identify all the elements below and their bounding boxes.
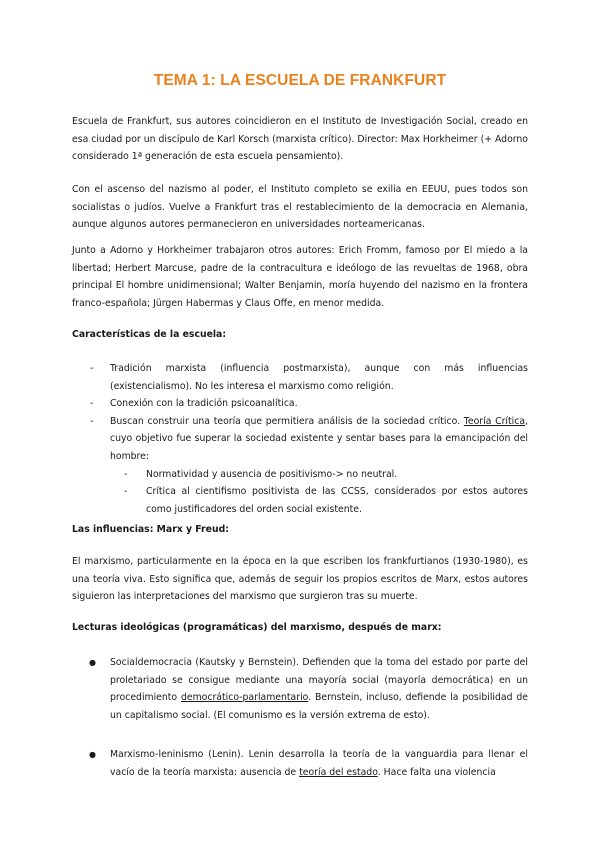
sub-list-item — [110, 483, 528, 518]
list-item — [72, 360, 528, 395]
paragraph-text: Junto a Adorno y Horkheimer trabajaron otros autores: Erich Fromm, famoso por El miedo a la libertad; Herbert Marcuse, padre de la contracultura e ideólogo de las revueltas de 1968, obra principal El hombre unidimensional; Walter Benjamin, moría huyendo del nazismo en la frontera franco-española; Jürgen Habermas y Claus Offe, en menor medida. — [72, 245, 528, 309]
bullet-marker: ● — [89, 658, 96, 667]
list-item-text: Conexión con la tradición psicoanalítica. — [110, 398, 298, 410]
dash-marker: - — [90, 415, 94, 427]
list-item-text: . Bernstein, incluso, defiende la posibilidad de un capitalismo social. (El comunismo es la versión extrema de esto). — [110, 692, 528, 721]
section-heading-lecturas: Lecturas ideológicas (programáticas) del marxismo, después de marx: — [72, 622, 442, 633]
paragraph-exile — [72, 181, 528, 234]
paragraph-text: Con el ascenso del nazismo al poder, el Instituto completo se exilia en EEUU, pues todos son socialistas o judíos. Vuelve a Frankfurt tras el restablecimiento de la democracia en Alemania, aunque algunos autores permanecieron en universidades norteamericanas. — [72, 184, 528, 231]
dash-marker: - — [124, 468, 128, 480]
dash-marker: - — [124, 486, 128, 498]
paragraph-authors — [72, 242, 528, 312]
paragraph-intro — [72, 113, 528, 166]
list-item — [72, 395, 528, 413]
list-item-text: , cuyo objetivo fue superar la sociedad existente y sentar bases para la emancipación del hombre: — [110, 415, 528, 462]
bullet-marker: ● — [89, 750, 96, 760]
list-item-text: Tradición marxista (influencia postmarxista), aunque con más influencias (existencialismo). No les interesa el marxismo como religión. — [110, 363, 528, 392]
dash-marker: - — [90, 363, 94, 374]
list-item-text: Marxismo-leninismo (Lenin). Lenin desarrolla la teoría de la vanguardia para llenar el vacío de la teoría marxista: ausencia de — [110, 749, 528, 778]
section-heading-influencias: Las influencias: Marx y Freud: — [72, 524, 229, 535]
underlined-term: Teoría Crítica — [463, 415, 526, 427]
document-title: TEMA 1: LA ESCUELA DE FRANKFURT — [153, 72, 447, 89]
list-item-text: Socialdemocracia (Kautsky y Bernstein). Defienden que la toma del estado por parte del proletariado se consigue mediante una mayoría social (mayoría democrática) en un procedimiento — [110, 657, 528, 704]
paragraph-marxismo — [72, 553, 528, 606]
paragraph-text: Escuela de Frankfurt, sus autores coincidieron en el Instituto de Investigación Social, creado en esa ciudad por un discípulo de Karl Korsch (marxista crítico). Director: Max Horkheimer (+ Adorno considerado 1ª generación de esta escuela pensamiento). — [72, 116, 528, 163]
paragraph-text: El marxismo, particularmente en la época en la que escriben los frankfurtianos (1930-1980), es una teoría viva. Esto significa que, además de seguir los propios escritos de Marx, estos autores siguieron las interpretaciones del marxismo que surgieron tras su muerte. — [72, 556, 528, 603]
list-item-text: Normatividad y ausencia de positivismo-> no neutral. — [146, 468, 398, 480]
list-item-text: Buscan construir una teoría que permitiera análisis de la sociedad crítico. — [110, 415, 464, 427]
list-item — [72, 413, 528, 519]
dash-marker: - — [90, 398, 94, 410]
list-item — [72, 654, 528, 724]
underlined-term: teoría del estado — [299, 766, 378, 778]
list-item-text: . Hace falta una violencia — [377, 766, 496, 778]
list-lecturas — [72, 654, 528, 782]
list-item — [72, 746, 528, 781]
sub-list-item — [110, 466, 528, 484]
list-caracteristicas — [72, 360, 528, 518]
underlined-term: democrático-parlamentario — [180, 692, 309, 704]
list-item-text: Crítica al cientifismo positivista de las CCSS, considerados por estos autores como justificadores del orden social existente. — [146, 486, 528, 515]
section-heading-caracteristicas: Características de la escuela: — [72, 329, 227, 340]
